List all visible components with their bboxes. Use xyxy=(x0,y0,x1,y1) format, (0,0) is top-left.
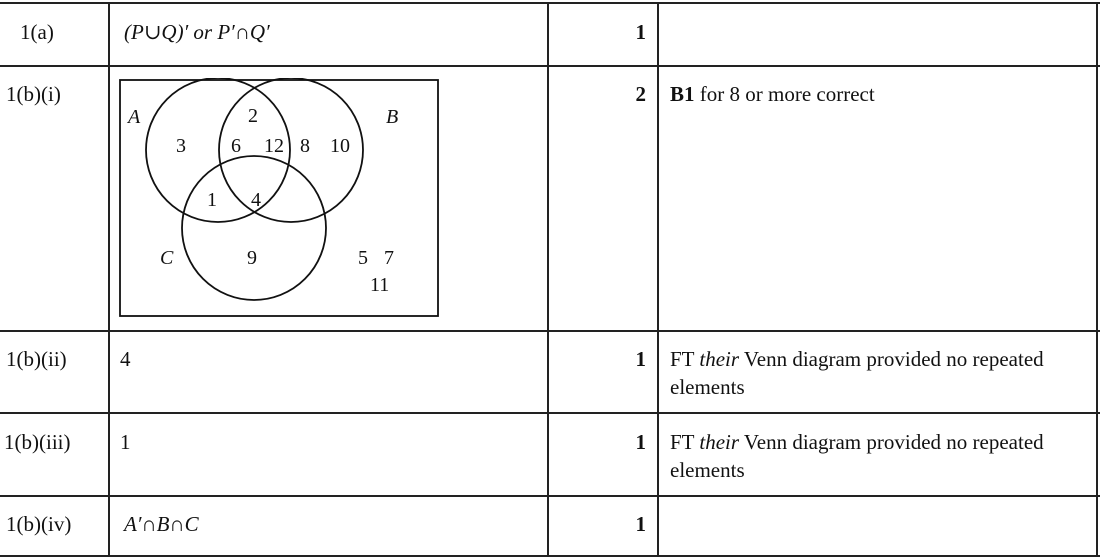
guidance-text xyxy=(670,345,1050,401)
venn-region-value: 5 xyxy=(358,247,368,269)
question-number: 1(b)(ii) xyxy=(6,347,67,371)
row-divider xyxy=(0,412,1100,414)
guidance-rest: Venn diagram provided no repeated elements xyxy=(670,347,1044,399)
row-divider xyxy=(0,2,1100,4)
question-number: 1(b)(iv) xyxy=(6,512,72,536)
answer-text: (P∪Q)′ or P′∩Q′ xyxy=(124,20,270,44)
venn-region-value: 1 xyxy=(207,189,217,211)
guidance-emphasis: their xyxy=(699,430,740,454)
set-c-circle xyxy=(182,156,326,300)
venn-region-value: 7 xyxy=(384,247,394,269)
guidance-prefix: FT xyxy=(670,430,700,454)
column-divider xyxy=(657,2,659,556)
marks-value: 1 xyxy=(635,512,646,536)
row-divider xyxy=(0,65,1100,67)
venn-diagram xyxy=(118,78,448,320)
row-divider xyxy=(0,330,1100,332)
venn-region-value: 11 xyxy=(370,274,390,296)
venn-region-value: 4 xyxy=(251,189,261,211)
marks-value: 1 xyxy=(635,20,646,44)
guidance-emphasis: their xyxy=(699,347,740,371)
question-number: 1(b)(iii) xyxy=(4,430,71,454)
venn-region-value: 10 xyxy=(330,135,350,157)
guidance-text xyxy=(670,428,1050,484)
venn-region-value: 3 xyxy=(176,135,186,157)
answer-text: 1 xyxy=(120,430,131,454)
venn-region-value: 12 xyxy=(264,135,284,157)
column-divider xyxy=(108,2,110,556)
question-number: 1(a) xyxy=(20,20,54,44)
question-number: 1(b)(i) xyxy=(6,82,61,106)
venn-region-value: 6 xyxy=(231,135,241,157)
venn-region-value: 2 xyxy=(248,105,258,127)
column-divider xyxy=(1096,2,1098,556)
set-b-label: B xyxy=(386,106,399,128)
set-c-label: C xyxy=(160,247,174,269)
row-divider xyxy=(0,495,1100,497)
marks-value: 1 xyxy=(635,430,646,454)
set-a-label: A xyxy=(128,106,141,128)
guidance-text xyxy=(670,80,875,108)
guidance-rest: for 8 or more correct xyxy=(694,82,875,106)
guidance-prefix: FT xyxy=(670,347,700,371)
guidance-rest: Venn diagram provided no repeated elements xyxy=(670,430,1044,482)
row-divider xyxy=(0,555,1100,557)
guidance-bold: B1 xyxy=(670,82,695,106)
venn-region-value: 9 xyxy=(247,247,257,269)
column-divider xyxy=(547,2,549,556)
marks-value: 2 xyxy=(635,82,646,106)
marks-value: 1 xyxy=(635,347,646,371)
venn-region-value: 8 xyxy=(300,135,310,157)
answer-text: 4 xyxy=(120,347,131,371)
answer-text: A′∩B∩C xyxy=(124,512,199,536)
